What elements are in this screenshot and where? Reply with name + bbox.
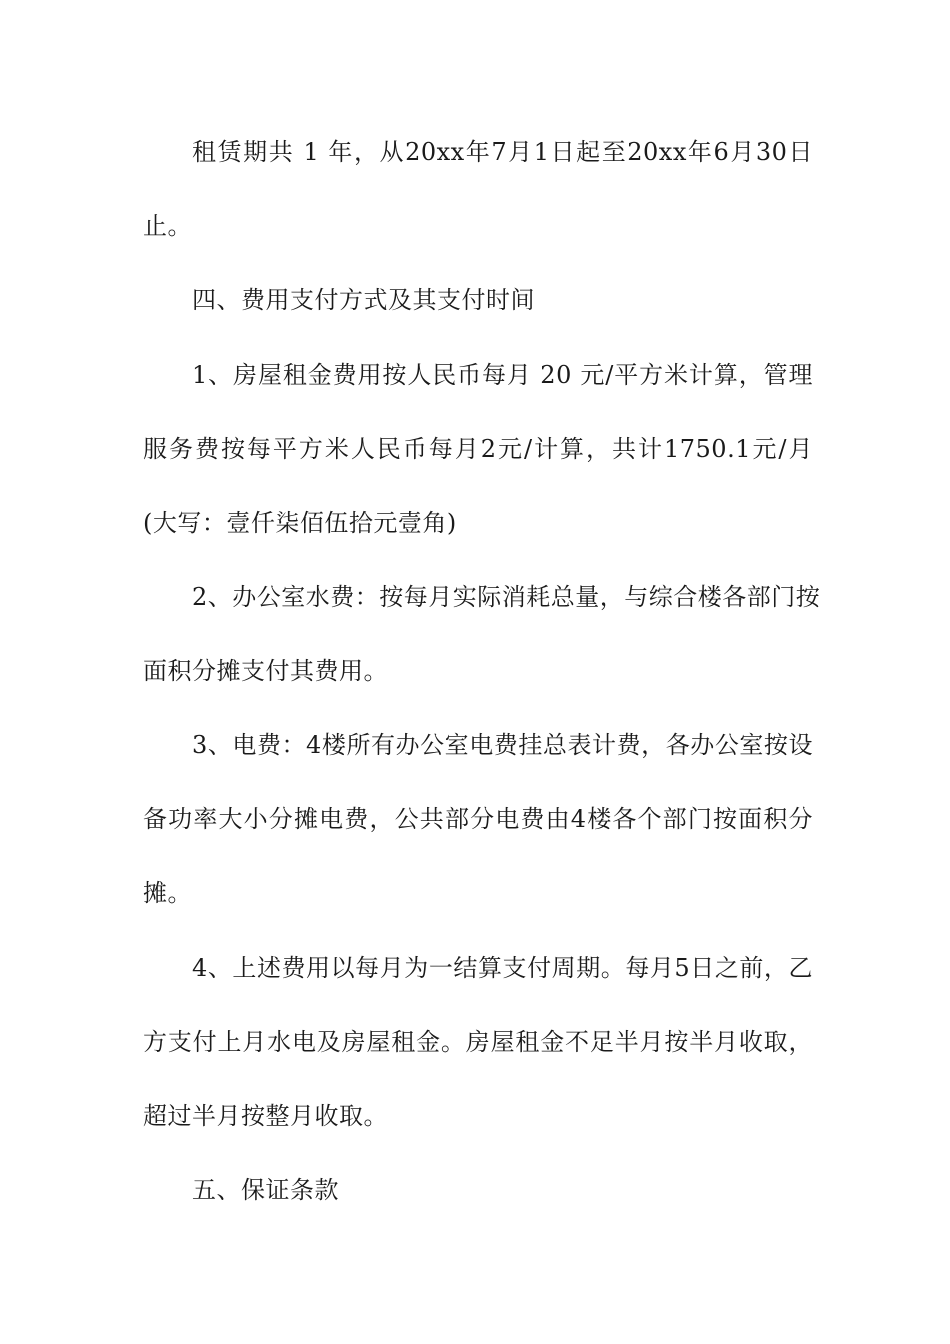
- para-rent-line-3: (大写：壹仟柒佰伍拾元壹角): [143, 509, 457, 537]
- para-lease-term-line-1: 租赁期共 1 年，从20xx年7月1日起至20xx年6月30日: [192, 138, 813, 166]
- para-electricity-line-2: 备功率大小分摊电费，公共部分电费由4楼各个部门按面积分: [143, 805, 813, 833]
- para-water-line-2: 面积分摊支付其费用。: [143, 657, 388, 685]
- section-heading-guarantee: 五、保证条款: [192, 1176, 339, 1204]
- section-heading-payment: 四、费用支付方式及其支付时间: [192, 286, 535, 314]
- para-water-line-1: 2、办公室水费：按每月实际消耗总量，与综合楼各部门按: [192, 583, 821, 611]
- para-electricity-line-1: 3、电费：4楼所有办公室电费挂总表计费，各办公室按设: [192, 731, 813, 759]
- para-settlement-line-3: 超过半月按整月收取。: [143, 1102, 388, 1130]
- para-rent-line-1: 1、房屋租金费用按人民币每月 20 元/平方米计算，管理: [192, 361, 813, 389]
- para-rent-line-2: 服务费按每平方米人民币每月2元/计算，共计1750.1元/月: [143, 435, 813, 463]
- para-lease-term-line-2: 止。: [143, 212, 192, 240]
- para-settlement-line-1: 4、上述费用以每月为一结算支付周期。每月5日之前，乙: [192, 954, 813, 982]
- para-electricity-line-3: 摊。: [143, 879, 192, 907]
- para-settlement-line-2: 方支付上月水电及房屋租金。房屋租金不足半月按半月收取，: [143, 1028, 813, 1056]
